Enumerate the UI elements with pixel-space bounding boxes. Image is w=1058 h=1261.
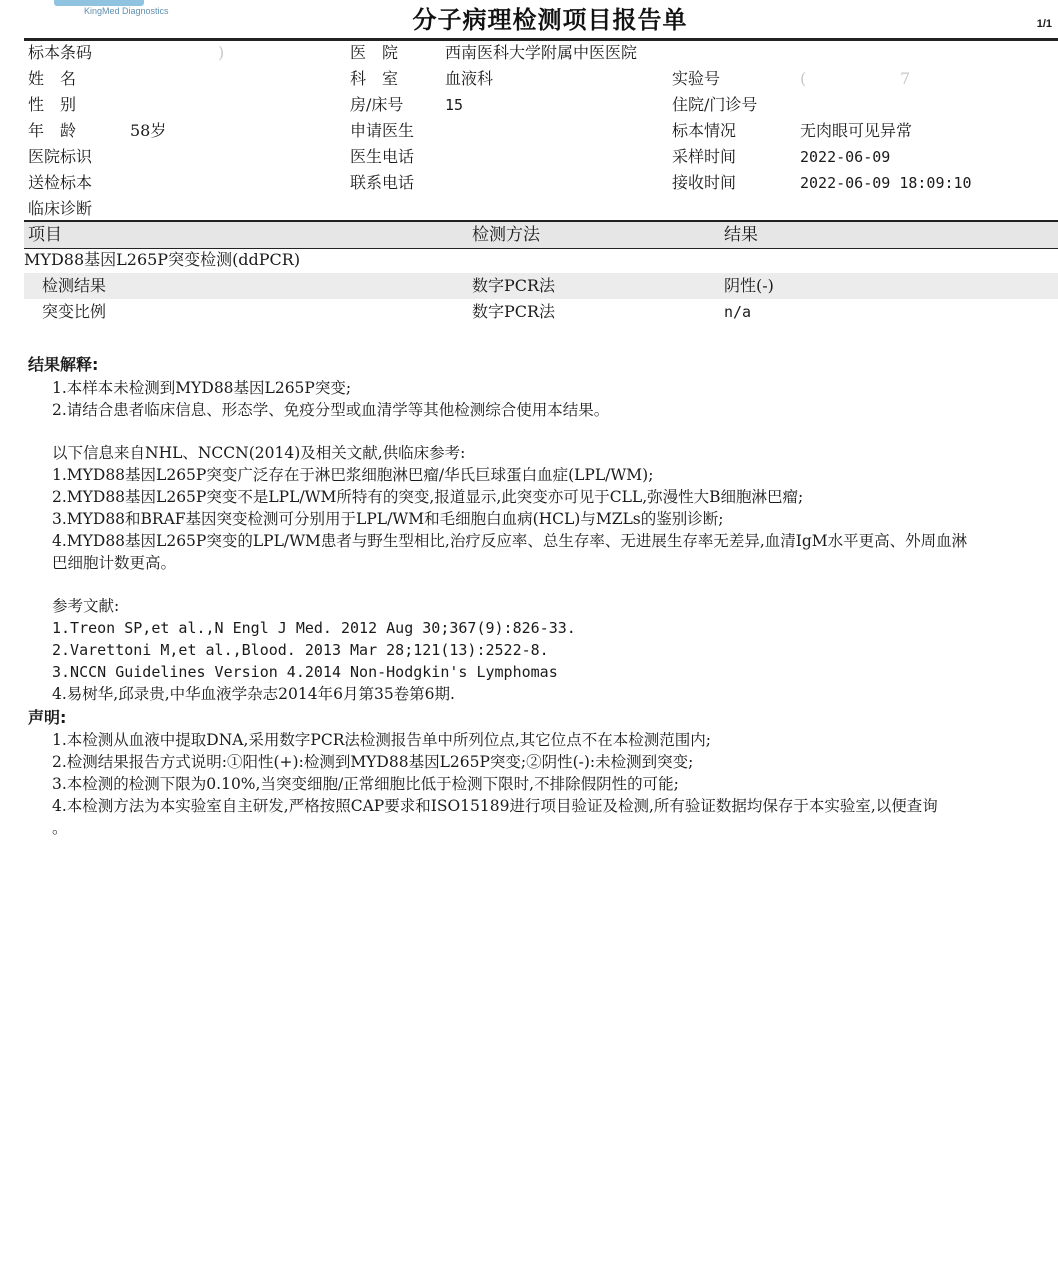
info-line: 1.MYD88基因L265P突变广泛存在于淋巴浆细胞淋巴瘤/华氏巨球蛋白血症(LPL/WM); xyxy=(52,466,654,484)
name-label: 姓 名 xyxy=(28,69,77,88)
diagnosis-label: 临床诊断 xyxy=(28,199,93,218)
interpretation-title: 结果解释: xyxy=(28,355,99,374)
statement-line: 4.本检测方法为本实验室自主研发,严格按照CAP要求和ISO15189进行项目验证及检测,所有验证数据均保存于本实验室,以便查询 xyxy=(52,797,938,815)
specimen-label: 标本情况 xyxy=(672,121,737,140)
info-line: 巴细胞计数更高。 xyxy=(52,554,177,572)
references-title: 参考文献: xyxy=(52,597,120,615)
row-result: 阴性(-) xyxy=(724,276,774,295)
statement-line: 。 xyxy=(52,819,68,837)
age-label: 年 龄 xyxy=(28,121,77,140)
bed-value: 15 xyxy=(445,96,464,114)
lab-no-redacted: ( xyxy=(800,69,807,88)
doctor-label: 申请医生 xyxy=(350,121,415,140)
table-row xyxy=(24,299,1058,325)
reference-item: 4.易树华,邱录贵,中华血液学杂志2014年6月第35卷第6期. xyxy=(52,685,455,703)
info-intro: 以下信息来自NHL、NCCN(2014)及相关文献,供临床参考: xyxy=(52,444,466,462)
lab-no-label: 实验号 xyxy=(672,69,721,88)
col-result: 结果 xyxy=(724,225,758,245)
receive-time-label: 接收时间 xyxy=(672,173,737,192)
statement-line: 3.本检测的检测下限为0.10%,当突变细胞/正常细胞比低于检测下限时,不排除假阴性的可能; xyxy=(52,775,679,793)
inpatient-label: 住院/门诊号 xyxy=(672,95,758,114)
row-method: 数字PCR法 xyxy=(472,276,556,295)
sender-label: 送检标本 xyxy=(28,173,93,192)
report-title: 分子病理检测项目报告单 xyxy=(412,6,688,34)
logo-subtitle: KingMed Diagnostics xyxy=(84,6,169,16)
test-group-title: MYD88基因L265P突变检测(ddPCR) xyxy=(24,250,301,269)
hospital-id-label: 医院标识 xyxy=(28,147,93,166)
lab-no-value: 7 xyxy=(900,69,911,88)
hospital-value: 西南医科大学附属中医医院 xyxy=(445,43,638,62)
row-item: 检测结果 xyxy=(42,276,107,295)
reference-item: 1.Treon SP,et al.,N Engl J Med. 2012 Aug 30;367(9):826-33. xyxy=(52,619,576,637)
statement-title: 声明: xyxy=(28,708,67,727)
statement-line: 1.本检测从血液中提取DNA,采用数字PCR法检测报告单中所列位点,其它位点不在本检测范围内; xyxy=(52,731,712,749)
sample-time-value: 2022-06-09 xyxy=(800,148,891,166)
contact-phone-label: 联系电话 xyxy=(350,173,415,192)
col-method: 检测方法 xyxy=(472,225,540,245)
hospital-label: 医 院 xyxy=(350,43,399,62)
sex-label: 性 别 xyxy=(28,95,77,114)
age-value: 58岁 xyxy=(130,121,167,140)
info-line: 3.MYD88和BRAF基因突变检测可分别用于LPL/WM和毛细胞白血病(HCL)与MZLs的鉴别诊断; xyxy=(52,510,724,528)
dept-label: 科 室 xyxy=(350,69,399,88)
col-item: 项目 xyxy=(28,225,62,245)
interpretation-line: 1.本样本未检测到MYD88基因L265P突变; xyxy=(52,379,352,397)
doctor-phone-label: 医生电话 xyxy=(350,147,415,166)
reference-item: 2.Varettoni M,et al.,Blood. 2013 Mar 28;121(13):2522-8. xyxy=(52,641,549,659)
barcode-label: 标本条码 xyxy=(28,43,93,62)
row-item: 突变比例 xyxy=(42,302,107,321)
dept-value: 血液科 xyxy=(445,69,494,88)
reference-item: 3.NCCN Guidelines Version 4.2014 Non-Hodgkin's Lymphomas xyxy=(52,663,558,681)
statement-line: 2.检测结果报告方式说明:①阳性(+):检测到MYD88基因L265P突变;②阴性(-):未检测到突变; xyxy=(52,753,694,771)
row-result: n/a xyxy=(724,303,752,321)
specimen-value: 无肉眼可见异常 xyxy=(800,121,913,140)
row-method: 数字PCR法 xyxy=(472,302,556,321)
page-number: 1/1 xyxy=(1036,18,1052,30)
bed-label: 房/床号 xyxy=(350,95,404,114)
barcode-value-redacted: ) xyxy=(218,43,225,62)
interpretation-line: 2.请结合患者临床信息、形态学、免疫分型或血清学等其他检测综合使用本结果。 xyxy=(52,401,610,419)
table-row xyxy=(24,273,1058,299)
sample-time-label: 采样时间 xyxy=(672,147,737,166)
receive-time-value: 2022-06-09 18:09:10 xyxy=(800,174,972,192)
table-header xyxy=(24,222,1058,248)
info-line: 4.MYD88基因L265P突变的LPL/WM患者与野生型相比,治疗反应率、总生存率、无进展生存率无差异,血清IgM水平更高、外周血淋 xyxy=(52,532,968,550)
info-line: 2.MYD88基因L265P突变不是LPL/WM所特有的突变,报道显示,此突变亦可见于CLL,弥漫性大B细胞淋巴瘤; xyxy=(52,488,804,506)
